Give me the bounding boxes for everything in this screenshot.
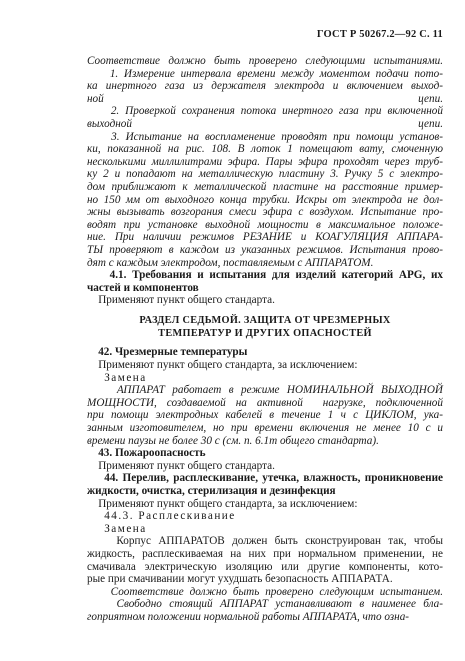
text-line: Применяют пункт общего стандарта. <box>87 294 275 307</box>
text-line: несколькими миллилитрами эфира. Пары эфира проходят через труб- <box>87 155 443 168</box>
section-title <box>87 315 443 341</box>
text-line: 3. Испытание на воспламенение проводят при помощи установ- <box>87 130 443 143</box>
clause-4-1-heading <box>87 269 443 294</box>
paragraph-compliance-tests <box>87 55 443 269</box>
page-content <box>87 55 443 624</box>
clause-44-3-heading <box>87 510 443 523</box>
text-line: Применяют пункт общего стандарта, за исключением: <box>87 497 358 510</box>
text-line: Применяют пункт общего стандарта, за исключением: <box>87 359 358 372</box>
paragraph-applies-except <box>87 359 443 372</box>
paragraph-applies-except-2 <box>87 498 443 511</box>
clause-43-heading <box>87 447 443 460</box>
replacement-label <box>87 372 443 385</box>
text-line: выходной цепи. <box>87 117 443 130</box>
text-line: ТЫ проверяют в каждом из указанных режимов. Испытания прово- <box>87 243 443 256</box>
paragraph-applies-general-2 <box>87 460 443 473</box>
text-line: 42. Чрезмерные температуры <box>87 346 248 359</box>
text-line: Свободно стоящий АППАРАТ устанавливают в наименее бла- <box>87 598 443 611</box>
text-line: 2. Проверкой сохранения потока инертного газа при включенной <box>87 105 443 118</box>
text-line: АППАРАТ работает в режиме НОМИНАЛЬНОЙ ВЫХОДНОЙ <box>87 384 443 397</box>
text-line: ной цепи. <box>87 92 443 105</box>
text-line: ка инертного газа из держателя электрода и включением выход- <box>87 80 443 93</box>
text-line: 4.1. Требования и испытания для изделий категорий APG, их <box>87 269 443 282</box>
text-line: 1. Измерение интервала времени между моментом подачи пото- <box>87 67 443 80</box>
text-line: жидкости, очистка, стерилизация и дезинфекция <box>87 485 336 497</box>
text-line: Соответствие должно быть проверено следующими испытаниями. <box>87 55 443 67</box>
text-line: Соответствие должно быть проверено следующим испытанием. <box>87 585 443 598</box>
text-line: времени паузы не более 30 с (см. п. 6.1т общего стандарта). <box>87 434 379 447</box>
text-line: но 150 мм от выходного конца трубки. Искры от электрода не дол- <box>87 193 443 206</box>
text-line: дом приближают к металлической пластине на расстояние пример- <box>87 180 443 193</box>
text-line: ние. При наличии режимов РЕЗАНИЕ и КОАГУЛЯЦИЯ АППАРА- <box>87 231 443 244</box>
text-line: занным изготовителем, но при времени включения не менее 10 с и <box>87 422 443 435</box>
text-line: при помощи электродных кабелей в течение 1 ч с ЦИКЛОМ, ука- <box>87 409 443 422</box>
text-line: частей и компонентов <box>87 281 199 294</box>
paragraph-enclosure <box>87 535 443 585</box>
page-header: ГОСТ Р 50267.2—92 С. 11 <box>316 29 443 40</box>
text-line: жны вызывать возгорания смеси эфира с воздухом. Испытание про- <box>87 206 443 219</box>
text-line: водят при установке выходной мощности в максимальное положе- <box>87 218 443 231</box>
text-line: 44.3. Расплескивание <box>87 510 236 523</box>
text-line: Замена <box>87 371 147 384</box>
text-line: МОЩНОСТИ, создаваемой на активной нагрузке, подключенной <box>87 396 443 409</box>
text-line: ТЕМПЕРАТУР И ДРУГИХ ОПАСНОСТЕЙ <box>158 327 372 339</box>
text-line: рые при смачивании могут ухудшать безопасность АППАРАТА. <box>87 573 393 586</box>
text-line: Замена <box>87 522 147 535</box>
text-line: 43. Пожароопасность <box>87 447 206 460</box>
clause-42-heading <box>87 346 443 359</box>
text-line: РАЗДЕЛ СЕДЬМОЙ. ЗАЩИТА ОТ ЧРЕЗМЕРНЫХ <box>139 314 391 326</box>
text-line: ки, показанной на рис. 108. В лоток 1 помещают вату, смоченную <box>87 143 443 156</box>
text-line: ку 2 и попадают на металлическую пластину 3. Ручку 5 с электро- <box>87 168 443 181</box>
text-line: гоприятном положении нормальной работы АППАРАТА, что озна- <box>87 610 410 623</box>
paragraph-compliance-test-2 <box>87 586 443 624</box>
text-line: 44. Перелив, расплескивание, утечка, влажность, проникновение <box>87 472 443 485</box>
text-line: дят с каждым электродом, поставляемым с АППАРАТОМ. <box>87 256 374 269</box>
text-line: Корпус АППАРАТОВ должен быть сконструирован так, чтобы <box>87 535 443 548</box>
paragraph-rated-output <box>87 384 443 447</box>
text-line: смачивала электрическую изоляцию или другие компоненты, кото- <box>87 560 443 573</box>
text-line: Применяют пункт общего стандарта. <box>87 459 275 472</box>
text-line: жидкость, расплескиваемая на них при нормальном применении, не <box>87 547 443 560</box>
clause-44-heading <box>87 472 443 497</box>
replacement-label-2 <box>87 523 443 536</box>
paragraph-applies-general <box>87 294 443 307</box>
